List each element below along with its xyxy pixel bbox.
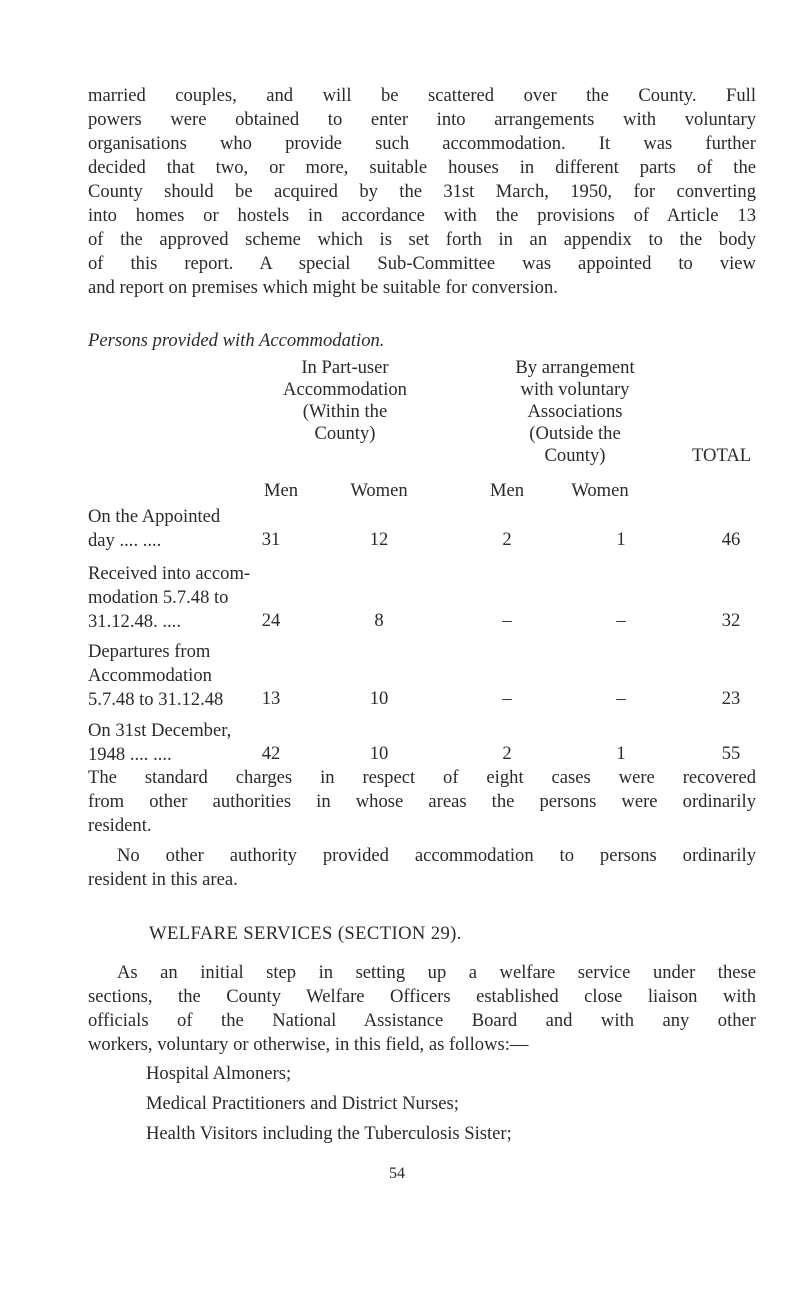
cell: 2 <box>502 529 512 550</box>
cell: – <box>502 610 512 631</box>
page-number: 54 <box>389 1165 405 1182</box>
text-line: resident in this area. <box>88 869 238 890</box>
text-line: organisations who provide such accommodation. It was further <box>88 133 756 154</box>
cell: 10 <box>369 688 389 709</box>
text-line: powers were obtained to enter into arrangements with voluntary <box>88 109 756 130</box>
intro-paragraph <box>88 84 756 300</box>
text-line: of this report. A special Sub-Committee was appointed to view <box>88 253 756 274</box>
text-line: decided that two, or more, suitable houses in different parts of the <box>88 157 756 178</box>
cell: 46 <box>721 529 741 550</box>
cell: 13 <box>261 688 281 709</box>
cell: 31 <box>261 529 281 550</box>
text-line: officials of the National Assistance Board and with any other <box>88 1010 756 1031</box>
sub-header-women-1: Women <box>350 480 408 501</box>
section-heading: WELFARE SERVICES (SECTION 29). <box>149 923 462 944</box>
cell: 2 <box>502 743 512 764</box>
row-label: Departures from Accommodation 5.7.48 to 31.12.48 <box>88 641 224 710</box>
cell: 23 <box>721 688 741 709</box>
cell: – <box>502 688 512 709</box>
table-caption: Persons provided with Accommodation. <box>88 330 385 351</box>
cell: 1 <box>616 743 626 764</box>
text-line: married couples, and will be scattered over the County. Full <box>88 85 756 106</box>
text-line: No other authority provided accommodation to persons ordinarily <box>117 845 756 866</box>
cell: 42 <box>261 743 281 764</box>
text-line: resident. <box>88 815 152 836</box>
other-authority-paragraph <box>88 844 756 892</box>
row-label: On 31st December, 1948 .... .... <box>88 720 232 765</box>
group-header-part-user: In Part-user Accommodation (Within the County) <box>283 357 407 444</box>
group-header-voluntary: By arrangement with voluntary Associations (Outside the County) <box>515 357 635 466</box>
cell: 24 <box>261 610 281 631</box>
text-line: sections, the County Welfare Officers established close liaison with <box>88 986 756 1007</box>
sub-header-men-2: Men <box>489 480 525 501</box>
row-label: On the Appointed day .... .... <box>88 506 221 551</box>
text-line: from other authorities in whose areas the persons were ordinarily <box>88 791 756 812</box>
cell: – <box>616 688 626 709</box>
cell: 12 <box>369 529 389 550</box>
text-line: As an initial step in setting up a welfare service under these <box>117 962 756 983</box>
cell: – <box>616 610 626 631</box>
list-item: Health Visitors including the Tuberculosis Sister; <box>146 1123 512 1144</box>
text-line: of the approved scheme which is set forth in an appendix to the body <box>88 229 756 250</box>
text-line: into homes or hostels in accordance with the provisions of Article 13 <box>88 205 756 226</box>
cell: 8 <box>374 610 384 631</box>
cell: 32 <box>721 610 741 631</box>
text-line: The standard charges in respect of eight cases were recovered <box>88 767 756 788</box>
row-label: Received into accom- modation 5.7.48 to 31.12.48. .... <box>88 563 251 632</box>
text-line: and report on premises which might be suitable for conversion. <box>88 277 558 298</box>
text-line: County should be acquired by the 31st March, 1950, for converting <box>88 181 756 202</box>
cell: 55 <box>721 743 741 764</box>
text-line: workers, voluntary or otherwise, in this field, as follows:— <box>88 1034 529 1055</box>
charges-paragraph <box>88 766 756 838</box>
cell: 10 <box>369 743 389 764</box>
section-paragraph <box>88 961 756 1057</box>
list-item: Medical Practitioners and District Nurses; <box>146 1093 459 1114</box>
list-item: Hospital Almoners; <box>146 1063 292 1084</box>
cell: 1 <box>616 529 626 550</box>
sub-header-women-2: Women <box>571 480 629 501</box>
sub-header-men-1: Men <box>263 480 299 501</box>
total-header: TOTAL <box>692 445 752 466</box>
